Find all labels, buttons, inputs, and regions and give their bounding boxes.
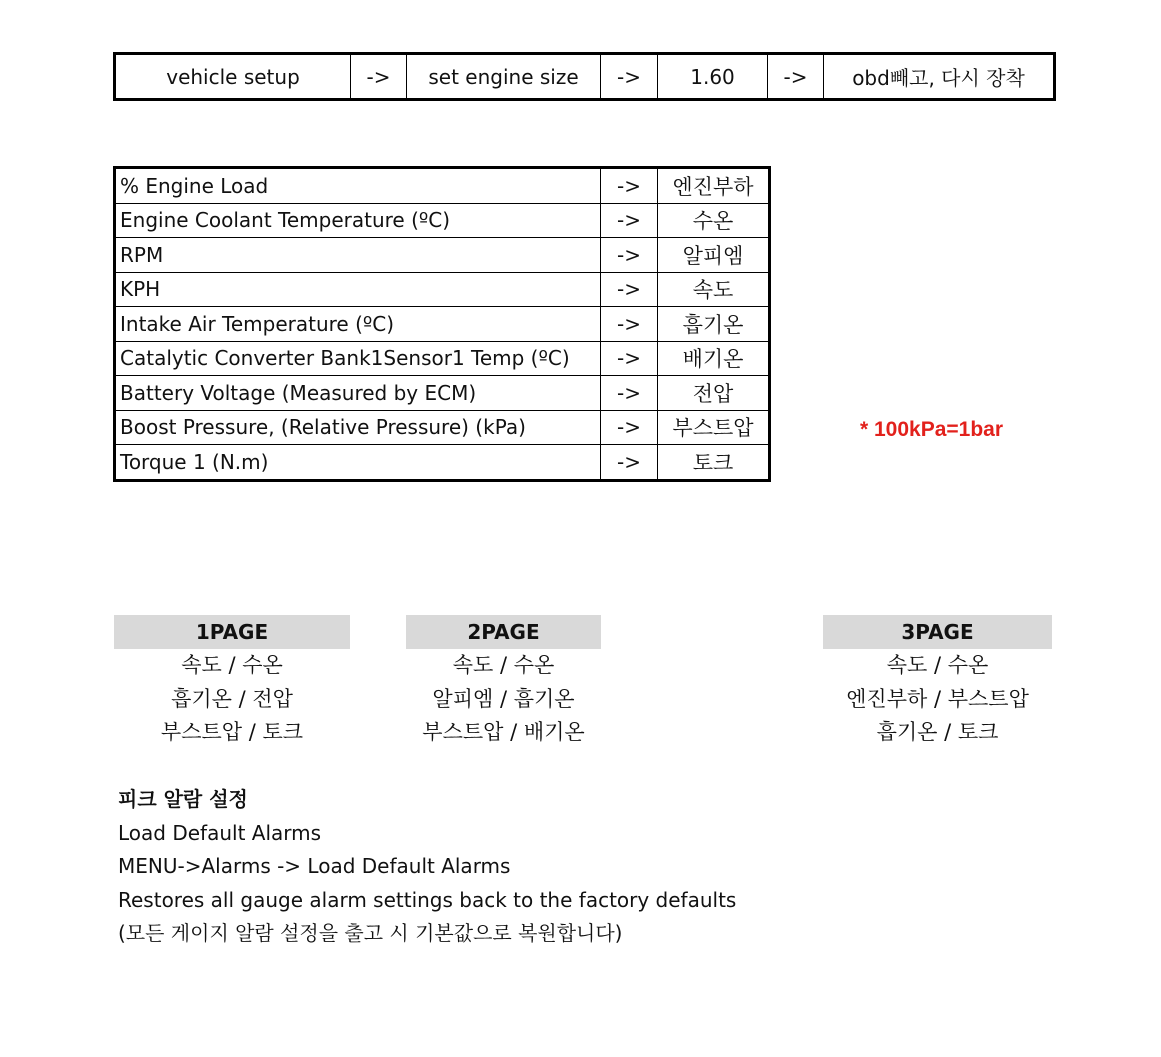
- page-3-title: 3PAGE: [823, 615, 1052, 649]
- param-arrow: ->: [601, 168, 658, 204]
- param-name: Torque 1 (N.m): [115, 445, 601, 481]
- param-korean-label: 전압: [658, 376, 770, 411]
- setup-steps-row: [115, 54, 1055, 100]
- param-korean-label: 배기온: [658, 341, 770, 376]
- param-name: Engine Coolant Temperature (ºC): [115, 203, 601, 238]
- page-2-line: 속도 / 수온: [452, 653, 555, 677]
- param-row: [115, 341, 770, 376]
- param-arrow: ->: [601, 445, 658, 481]
- param-name: KPH: [115, 272, 601, 307]
- pressure-note: * 100kPa=1bar: [860, 418, 1004, 441]
- param-korean-label: 엔진부하: [658, 168, 770, 204]
- param-arrow: ->: [601, 238, 658, 273]
- param-row: [115, 272, 770, 307]
- param-korean-label: 수온: [658, 203, 770, 238]
- page-1-title: 1PAGE: [114, 615, 350, 649]
- setup-step-value: 1.60: [658, 54, 768, 100]
- page-2-title: 2PAGE: [406, 615, 601, 649]
- page-1-line: 속도 / 수온: [181, 653, 283, 677]
- param-korean-label: 토크: [658, 445, 770, 481]
- setup-step-reconnect: obd빼고, 다시 장착: [824, 54, 1055, 100]
- param-korean-label: 흡기온: [658, 307, 770, 342]
- setup-arrow: ->: [768, 54, 824, 100]
- alarm-title: 피크 알람 설정: [118, 787, 248, 811]
- page-2-line: 부스트압 / 배기온: [422, 720, 585, 744]
- param-name: Boost Pressure, (Relative Pressure) (kPa): [115, 410, 601, 445]
- alarm-description: Restores all gauge alarm settings back to the factory defaults: [118, 887, 737, 912]
- setup-arrow: ->: [601, 54, 658, 100]
- param-name: RPM: [115, 238, 601, 273]
- param-name: Intake Air Temperature (ºC): [115, 307, 601, 342]
- param-row: [115, 410, 770, 445]
- param-name: Catalytic Converter Bank1Sensor1 Temp (ºC): [115, 341, 601, 376]
- page-3-line: 속도 / 수온: [886, 653, 989, 677]
- param-row: [115, 307, 770, 342]
- alarm-description-korean: (모든 게이지 알람 설정을 출고 시 기본값으로 복원합니다): [118, 921, 623, 945]
- page-3-block: [823, 615, 1052, 750]
- alarm-section: [118, 783, 736, 951]
- setup-step-engine-size: set engine size: [407, 54, 601, 100]
- param-korean-label: 부스트압: [658, 410, 770, 445]
- param-name: % Engine Load: [115, 168, 601, 204]
- alarm-menu-path: MENU->Alarms -> Load Default Alarms: [118, 854, 511, 878]
- page-1-line: 부스트압 / 토크: [160, 720, 304, 744]
- param-korean-label: 알피엠: [658, 238, 770, 273]
- param-row: [115, 445, 770, 481]
- page-2-line: 알피엠 / 흡기온: [432, 686, 575, 711]
- setup-arrow: ->: [351, 54, 407, 100]
- param-arrow: ->: [601, 376, 658, 411]
- param-arrow: ->: [601, 410, 658, 445]
- param-row: [115, 203, 770, 238]
- param-arrow: ->: [601, 341, 658, 376]
- setup-steps-table: [113, 52, 1056, 101]
- param-arrow: ->: [601, 272, 658, 307]
- page-1-block: [114, 615, 350, 750]
- parameter-mapping-table: [113, 166, 771, 482]
- alarm-line: Load Default Alarms: [118, 820, 322, 845]
- param-row: [115, 238, 770, 273]
- param-name: Battery Voltage (Measured by ECM): [115, 376, 601, 411]
- param-arrow: ->: [601, 203, 658, 238]
- setup-step-vehicle-setup: vehicle setup: [115, 54, 351, 100]
- param-row: [115, 168, 770, 204]
- page-3-line: 엔진부하 / 부스트압: [846, 686, 1029, 711]
- param-arrow: ->: [601, 307, 658, 342]
- page-2-block: [406, 615, 601, 750]
- page-3-line: 흡기온 / 토크: [876, 720, 999, 744]
- page-1-line: 흡기온 / 전압: [171, 686, 293, 711]
- param-korean-label: 속도: [658, 272, 770, 307]
- param-row: [115, 376, 770, 411]
